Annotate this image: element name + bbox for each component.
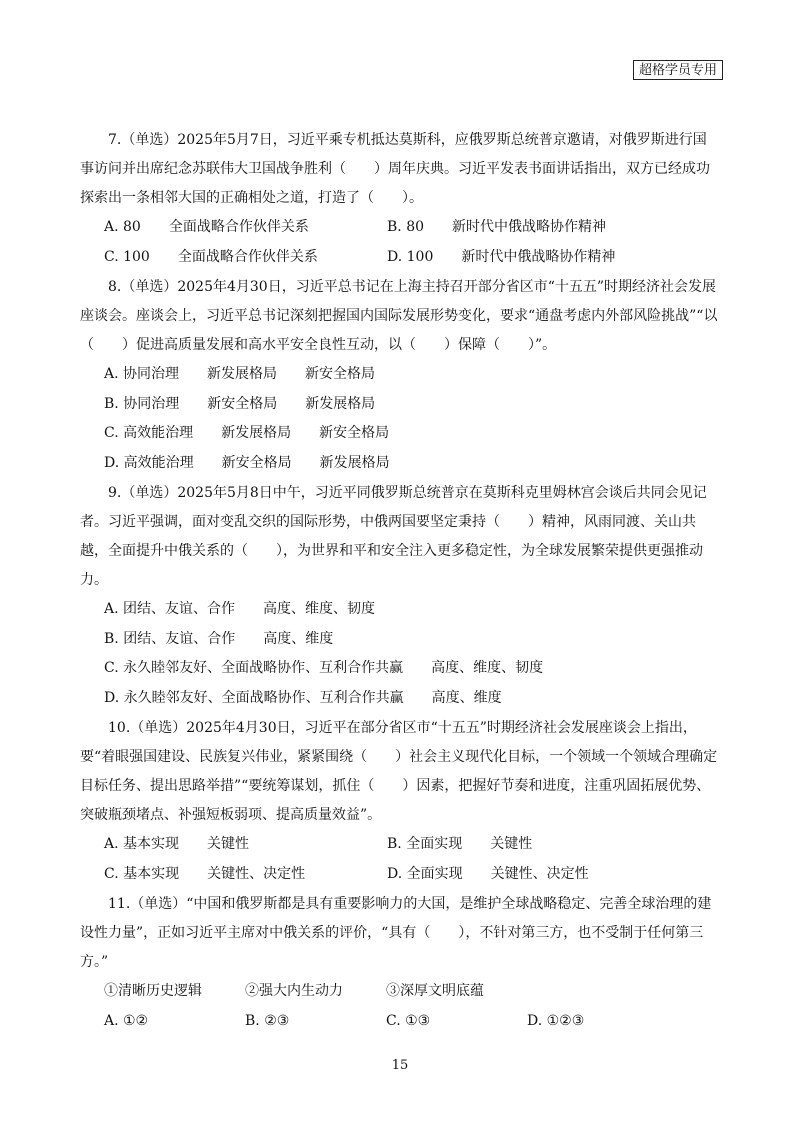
question-8-stem: 8.（单选）2025年4月30日，习近平总书记在上海主持召开部分省区市“十五五”时期经济社会发展座谈会。座谈会上，习近平总书记深刻把握国内国际发展形势变化，要求“通盘考虑内外部风险挑战”“以（ ）促进高质量发展和高水平安全良性互动，以（ ）保障（ ）”。 (80, 279, 718, 353)
question-9 (80, 479, 720, 713)
option-d: D. 全面实现 关键性、决定性 (387, 865, 589, 882)
question-7 (80, 126, 720, 272)
question-8 (80, 273, 720, 478)
question-7-options-row-1 (104, 213, 720, 243)
option-a: A. 协同治理 新发展格局 新安全格局 (104, 366, 376, 382)
option-c: C. 永久睦邻友好、全面战略协作、互利合作共赢 高度、维度、韧度 (104, 660, 544, 676)
option-c: C. 100 全面战略合作伙伴关系 (104, 248, 318, 265)
option-b: B. 团结、友谊、合作 高度、维度 (104, 630, 334, 647)
question-7-options-row-2 (104, 243, 720, 273)
page-number: 15 (391, 1058, 409, 1073)
question-9-stem: 9.（单选）2025年5月8日中午，习近平同俄罗斯总统普京在莫斯科克里姆林宫会谈后共同会见记者。习近平强调，面对变乱交织的国际形势，中俄两国要坚定秉持（ ）精神，风雨同渡、关山共越，全面提升中俄关系的（ ），为世界和平和安全注入更多稳定性，为全球发展繁荣提供更强推动力。 (80, 485, 707, 588)
option-c: C. 高效能治理 新发展格局 新安全格局 (104, 425, 390, 441)
option-d: D. 高效能治理 新安全格局 新发展格局 (104, 454, 390, 471)
option-d: D. 永久睦邻友好、全面战略协作、互利合作共赢 高度、维度 (104, 689, 502, 706)
question-11 (80, 890, 720, 1036)
statement-3: ③深厚文明底蕴 (386, 983, 484, 999)
statement-1: ①清晰历史逻辑 (104, 983, 202, 999)
question-11-stem: 11.（单选）“中国和俄罗斯都是具有重要影响力的大国，是维护全球战略稳定、完善全球治理的建设性力量”，正如习近平主席对中俄关系的评价，“具有（ ），不针对第三方，也不受制于任何第三方。” (80, 896, 712, 970)
question-10-options-row-1 (104, 830, 720, 860)
question-10 (80, 714, 720, 889)
option-a: A. 团结、友谊、合作 高度、维度、韧度 (104, 601, 376, 617)
question-11-options (104, 1007, 720, 1037)
option-b: B. 全面实现 关键性 (387, 836, 533, 852)
question-10-stem: 10.（单选）2025年4月30日，习近平在部分省区市“十五五”时期经济社会发展座谈会上指出，要“着眼强国建设、民族复兴伟业，紧紧围绕（ ）社会主义现代化目标，一个领域一个领域合理确定目标任务、提出思路举措”“要统筹谋划，抓住（ ）因素，把握好节奏和进度，注重巩固拓展优势、突破瓶颈堵点、补强短板弱项、提高质量效益”。 (80, 720, 718, 823)
question-10-options-row-2 (104, 860, 720, 890)
question-list (80, 126, 720, 1037)
option-a: A. 基本实现 关键性 (104, 836, 250, 852)
statement-2: ②强大内生动力 (245, 983, 343, 999)
question-11-statements (104, 977, 720, 1007)
option-c: C. 基本实现 关键性、决定性 (104, 865, 306, 882)
option-d: D. 100 新时代中俄战略协作精神 (387, 248, 616, 265)
option-a: A. ①② (104, 1012, 149, 1029)
option-d: D. ①②③ (527, 1012, 585, 1029)
student-only-badge: 超格学员专用 (633, 60, 723, 80)
option-b: B. 80 新时代中俄战略协作精神 (387, 219, 607, 235)
question-7-stem: 7.（单选）2025年5月7日，习近平乘专机抵达莫斯科，应俄罗斯总统普京邀请，对俄罗斯进行国事访问并出席纪念苏联伟大卫国战争胜利（ ）周年庆典。习近平发表书面讲话指出，双方已经成功探索出一条相邻大国的正确相处之道，打造了（ ）。 (80, 132, 710, 206)
option-c: C. ①③ (386, 1012, 431, 1029)
option-a: A. 80 全面战略合作伙伴关系 (104, 219, 309, 235)
option-b: B. ②③ (245, 1012, 290, 1029)
option-b: B. 协同治理 新安全格局 新发展格局 (104, 395, 376, 412)
